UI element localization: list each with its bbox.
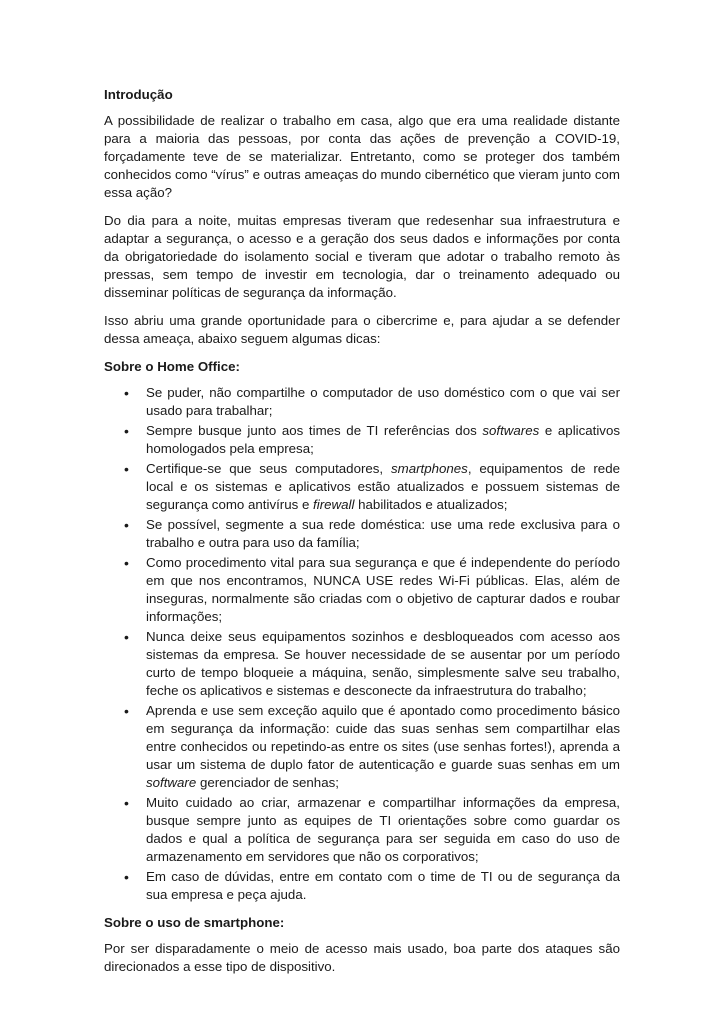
home-office-tip bbox=[104, 794, 620, 866]
bullet-icon: • bbox=[124, 555, 129, 571]
home-office-tip bbox=[104, 516, 620, 552]
intro-paragraph-1: A possibilidade de realizar o trabalho em casa, algo que era uma realidade distante para a maioria das pessoas, por conta das ações de prevenção a COVID-19, forçadamente teve de se materializar. Entretanto, como se proteger dos também conhecidos como “vírus” e outras ameaças do mundo cibernético que vieram junto com essa ação? bbox=[104, 113, 620, 200]
bullet-icon: • bbox=[124, 703, 129, 719]
intro-heading: Introdução bbox=[104, 87, 173, 102]
intro-paragraph-3: Isso abriu uma grande oportunidade para o cibercrime e, para ajudar a se defender dessa ameaça, abaixo seguem algumas dicas: bbox=[104, 313, 620, 346]
bullet-icon: • bbox=[124, 795, 129, 811]
intro-paragraph-2: Do dia para a noite, muitas empresas tiveram que redesenhar sua infraestrutura e adaptar a segurança, o acesso e a geração dos seus dados e informações por conta da obrigatoriedade do isolamento social e tiveram que adotar o trabalho remoto às pressas, sem tempo de investir em tecnologia, dar o treinamento adequado ou disseminar políticas de segurança da informação. bbox=[104, 213, 620, 300]
bullet-icon: • bbox=[124, 385, 129, 401]
home-office-tip-text: Se possível, segmente a sua rede doméstica: use uma rede exclusiva para o trabalho e outra para uso da família; bbox=[146, 517, 620, 550]
home-office-tip bbox=[104, 554, 620, 626]
home-office-tip bbox=[104, 628, 620, 700]
bullet-icon: • bbox=[124, 517, 129, 533]
home-office-tip bbox=[104, 422, 620, 458]
bullet-icon: • bbox=[124, 629, 129, 645]
bullet-icon: • bbox=[124, 461, 129, 477]
home-office-tip-text: Como procedimento vital para sua segurança e que é independente do período em que nos encontramos, NUNCA USE redes Wi-Fi públicas. Elas, além de inseguras, normalmente são criadas com o objetivo de capturar dados e roubar informações; bbox=[146, 555, 620, 624]
home-office-tip bbox=[104, 460, 620, 514]
home-office-tip bbox=[104, 702, 620, 792]
bullet-icon: • bbox=[124, 423, 129, 439]
home-office-tip-text: Certifique-se que seus computadores, smartphones, equipamentos de rede local e os sistemas e aplicativos estão atualizados e possuem sistemas de segurança como antivírus e firewall habilitados e atualizados; bbox=[146, 461, 620, 512]
home-office-tip-text: Nunca deixe seus equipamentos sozinhos e desbloqueados com acesso aos sistemas da empresa. Se houver necessidade de se ausentar por um período curto de tempo bloqueie a máquina, senão, simplesmente salve seu trabalho, feche os aplicativos e sistemas e desconecte da infraestrutura do trabalho; bbox=[146, 629, 620, 698]
home-office-tip-text: Se puder, não compartilhe o computador de uso doméstico com o que vai ser usado para trabalhar; bbox=[146, 385, 620, 418]
home-office-tips-list bbox=[104, 384, 620, 904]
home-office-tip-text: Sempre busque junto aos times de TI referências dos softwares e aplicativos homologados pela empresa; bbox=[146, 423, 620, 456]
home-office-heading: Sobre o Home Office: bbox=[104, 359, 240, 374]
bullet-icon: • bbox=[124, 869, 129, 885]
home-office-tip bbox=[104, 868, 620, 904]
home-office-tip-text: Aprenda e use sem exceção aquilo que é apontado como procedimento básico em segurança da informação: cuide das suas senhas sem compartilhar elas entre conhecidos ou repetindo-as entre os sites (use senhas fortes!), aprenda a usar um sistema de duplo fator de autenticação e guarde suas senhas em um software gerenciador de senhas; bbox=[146, 703, 620, 790]
smartphone-heading: Sobre o uso de smartphone: bbox=[104, 915, 285, 930]
smartphone-paragraph: Por ser disparadamente o meio de acesso mais usado, boa parte dos ataques são direcionados a esse tipo de dispositivo. bbox=[104, 941, 620, 974]
home-office-tip-text: Em caso de dúvidas, entre em contato com o time de TI ou de segurança da sua empresa e peça ajuda. bbox=[146, 869, 620, 902]
home-office-tip bbox=[104, 384, 620, 420]
home-office-tip-text: Muito cuidado ao criar, armazenar e compartilhar informações da empresa, busque sempre junto as equipes de TI orientações sobre como guardar os dados e qual a política de segurança para ser seguida em caso do uso de armazenamento em servidores que não os corporativos; bbox=[146, 795, 620, 864]
document-page bbox=[104, 86, 620, 986]
